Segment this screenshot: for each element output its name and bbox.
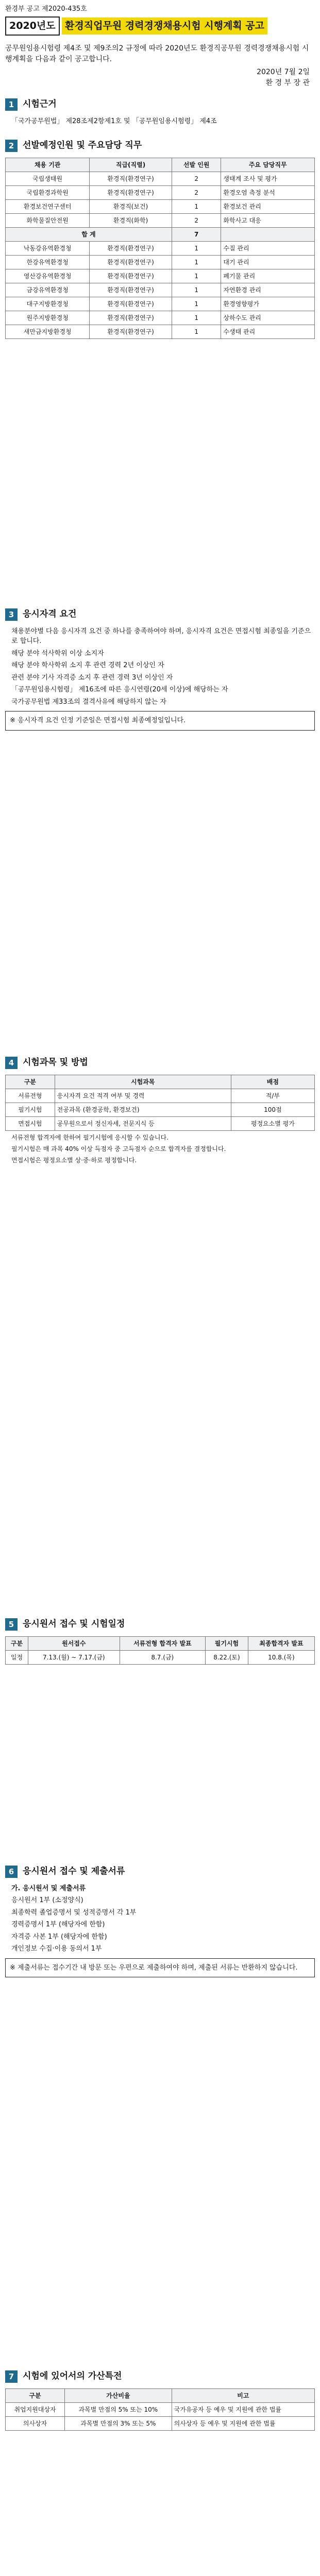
announcement-title: [5, 16, 315, 37]
section-3-number: 3: [5, 608, 18, 621]
section-3-title: 응시자격 요건: [23, 609, 77, 619]
col-subject: 시험과목: [55, 1075, 231, 1089]
col-application: 원서접수: [28, 1636, 120, 1650]
section-3: [5, 608, 315, 735]
section-6-subheading: 가. 응시원서 및 제출서류: [11, 1884, 86, 1892]
table-row: [6, 172, 315, 185]
title-main: 환경직업무원 경력경쟁채용시험 시행계획 공고: [62, 18, 267, 35]
cell-application: 7.13.(월) ~ 7.17.(금): [28, 1650, 120, 1664]
cell-grade: 환경직(보건): [90, 199, 172, 213]
section-4-note: 면접시험은 평정요소별 상·중·하로 평정합니다.: [11, 1156, 137, 1164]
intro-paragraph: 공무원임용시험령 제4조 및 제9조의2 규정에 따라 2020년도 환경직공무원 경력경쟁채용시험 시행계획을 다음과 같이 공고합니다.: [5, 44, 309, 63]
cell-grade: 환경직(환경연구): [90, 311, 172, 325]
cell-count: 1: [172, 269, 221, 283]
table-row: [6, 1089, 315, 1103]
section-2: [5, 139, 315, 339]
cell-agency: 환경보건연구센터: [6, 199, 90, 213]
title-year: 2020년도: [5, 16, 60, 36]
cell-count: 2: [172, 172, 221, 185]
cell-duty: 상하수도 관리: [221, 311, 315, 325]
cell-duty: 생태계 조사 및 평가: [221, 172, 315, 185]
cell-grade: 환경직(환경연구): [90, 255, 172, 269]
section-3-bullet: 관련 분야 기사 자격증 소지 후 관련 경력 3년 이상인 자: [11, 673, 173, 682]
cell-agency: 한강유역환경청: [6, 255, 90, 269]
cell-stage: 필기시험: [6, 1103, 55, 1116]
section-3-note-box: ※ 응시자격 요건 인정 기준일은 면접시험 최종예정일입니다.: [5, 711, 315, 731]
cell-duty: 대기 관리: [221, 255, 315, 269]
cell-duty: 수질 관리: [221, 241, 315, 255]
table-row: [6, 1116, 315, 1130]
section-2-header: [5, 139, 315, 152]
table-row: [6, 2416, 315, 2430]
cell-count: 2: [172, 185, 221, 199]
schedule-table: [5, 1636, 315, 1665]
section-6-bullet: 응시원서 1부 (소정양식): [11, 1896, 83, 1904]
cell-score: 적/부: [231, 1089, 314, 1103]
cell-subject: 응시자격 요건 적격 여부 및 경력: [55, 1089, 231, 1103]
table-row: [6, 311, 315, 325]
section-4-header: [5, 1056, 315, 1070]
cell-rate: 과목별 만점의 5% 또는 10%: [65, 2402, 172, 2416]
cell-agency: 금강유역환경청: [6, 283, 90, 297]
cell-agency: 새만금지방환경청: [6, 325, 90, 338]
subtotal-empty: [221, 227, 315, 241]
section-3-bullet: 해당 분야 석사학위 이상 소지자: [11, 649, 104, 657]
cell-count: 1: [172, 325, 221, 338]
section-5: [5, 1618, 315, 1665]
cell-subject: 공무원으로서 정신자세, 전문지식 등: [55, 1116, 231, 1130]
cell-grade: 환경직(환경연구): [90, 172, 172, 185]
announcement-number: 환경부 공고 제2020-435호: [5, 5, 87, 13]
table-row: [6, 255, 315, 269]
exam-method-table: [5, 1075, 315, 1131]
table-row: [6, 325, 315, 338]
table-row: [6, 297, 315, 311]
cell-grade: 환경직(환경연구): [90, 325, 172, 338]
cell-score: 100점: [231, 1103, 314, 1116]
section-5-title: 응시원서 접수 및 시험일정: [23, 1619, 125, 1629]
table-row: [6, 269, 315, 283]
section-6-title: 응시원서 접수 및 제출서류: [23, 1866, 125, 1876]
section-1-header: [5, 98, 315, 111]
section-5-number: 5: [5, 1618, 18, 1631]
cell-grade: 환경직(환경연구): [90, 185, 172, 199]
cell-grade: 환경직(환경연구): [90, 241, 172, 255]
table-row: [6, 2402, 315, 2416]
section-6-bullet: 경력증명서 1부 (해당자에 한함): [11, 1921, 105, 1928]
col-count: 선발 인원: [172, 158, 221, 172]
section-7-title: 시험에 있어서의 가산특전: [23, 2371, 122, 2381]
date-block: [257, 67, 310, 89]
announcement-date: 2020년 7월 2일: [257, 68, 310, 76]
cell-duty: 폐기물 관리: [221, 269, 315, 283]
cell-count: 1: [172, 311, 221, 325]
section-4-number: 4: [5, 1057, 18, 1069]
cell-final: 10.8.(목): [248, 1650, 314, 1664]
cell-agency: 화학물질안전원: [6, 213, 90, 227]
cell-duty: 환경보건 관리: [221, 199, 315, 213]
table-row: [6, 1103, 315, 1116]
cell-duty: 환경오염 측정 분석: [221, 185, 315, 199]
cell-rate: 과목별 만점의 3% 또는 5%: [65, 2416, 172, 2430]
section-6-bullet: 자격증 사본 1부 (해당자에 한함): [11, 1933, 107, 1941]
table-row: [6, 1650, 315, 1664]
col-doc-result: 서류전형 합격자 발표: [120, 1636, 206, 1650]
col-rate: 가산비율: [65, 2388, 172, 2402]
cell-agency: 국립환경과학원: [6, 185, 90, 199]
cell-count: 1: [172, 241, 221, 255]
cell-agency: 낙동강유역환경청: [6, 241, 90, 255]
col-final: 최종합격자 발표: [248, 1636, 314, 1650]
section-4-note: 필기시험은 매 과목 40% 이상 득점자 중 고득점자 순으로 합격자를 결정합니다.: [11, 1145, 226, 1153]
table-row: [6, 283, 315, 297]
cell-score: 평정요소별 평가: [231, 1116, 314, 1130]
cell-duty: 자연환경 관리: [221, 283, 315, 297]
col-score: 배점: [231, 1075, 314, 1089]
col-type: 구분: [6, 2388, 65, 2402]
col-stage: 구분: [6, 1075, 55, 1089]
section-6-bullet: 최종학력 졸업증명서 및 성적증명서 각 1부: [11, 1908, 137, 1917]
issuing-agency: 환 경 부 장 관: [265, 79, 310, 87]
section-3-header: [5, 608, 315, 621]
section-1-bullet: 「국가공무원법」 제28조제2항제1호 및 「공무원임용시험령」 제4조: [11, 117, 217, 125]
cell-grade: 환경직(환경연구): [90, 269, 172, 283]
cell-count: 1: [172, 283, 221, 297]
subtotal-row: [6, 227, 315, 241]
col-written: 필기시험: [206, 1636, 248, 1650]
cell-agency: 국립생태원: [6, 172, 90, 185]
section-5-header: [5, 1618, 315, 1631]
section-3-paragraph: 채용분야별 다음 응시자격 요건 중 하나를 충족하여야 하며, 응시자격 요건은 면접시험 최종일을 기준으로 합니다.: [11, 627, 311, 645]
section-1-number: 1: [5, 98, 18, 111]
table-row: [6, 199, 315, 213]
subtotal-value: 7: [172, 227, 221, 241]
cell-agency: 대구지방환경청: [6, 297, 90, 311]
section-1-title: 시험근거: [23, 99, 57, 109]
section-2-number: 2: [5, 140, 18, 152]
cell-count: 2: [172, 213, 221, 227]
section-4-title: 시험과목 및 방법: [23, 1057, 88, 1067]
section-6: [5, 1865, 315, 1981]
section-6-note-box: ※ 제출서류는 접수기간 내 방문 또는 우편으로 제출하여야 하며, 제출된 서류는 반환하지 않습니다.: [5, 1958, 315, 1978]
section-2-title: 선발예정인원 및 주요담당 직무: [23, 140, 142, 150]
section-4-note: 서류전형 합격자에 한하여 필기시험에 응시할 수 있습니다.: [11, 1133, 169, 1141]
table-row: [6, 241, 315, 255]
cell-written: 8.22.(토): [206, 1650, 248, 1664]
col-grade: 직급(직렬): [90, 158, 172, 172]
cell-subject: 전공과목 (환경공학, 환경보건): [55, 1103, 231, 1116]
cell-grade: 환경직(환경연구): [90, 297, 172, 311]
recruitment-table: [5, 158, 315, 339]
section-6-header: [5, 1865, 315, 1878]
cell-duty: 화학사고 대응: [221, 213, 315, 227]
section-6-bullet: 개인정보 수집·이용 동의서 1부: [11, 1945, 102, 1953]
cell-item: 일정: [6, 1650, 28, 1664]
section-6-number: 6: [5, 1866, 18, 1878]
cell-count: 1: [172, 297, 221, 311]
cell-duty: 환경영향평가: [221, 297, 315, 311]
section-3-bullet: 「공무원임용시험령」 제16조에 따른 응시연령(20세 이상)에 해당하는 자: [11, 686, 228, 693]
cell-stage: 서류전형: [6, 1089, 55, 1103]
cell-agency: 영산강유역환경청: [6, 269, 90, 283]
cell-note: 의사상자 등 예우 및 지원에 관한 법률: [172, 2416, 314, 2430]
cell-count: 1: [172, 199, 221, 213]
col-note: 비고: [172, 2388, 314, 2402]
section-3-bullet: 해당 분야 학사학위 소지 후 관련 경력 2년 이상인 자: [11, 662, 164, 669]
bonus-table: [5, 2388, 315, 2431]
cell-agency: 원주지방환경청: [6, 311, 90, 325]
section-7-header: [5, 2370, 315, 2383]
col-duty: 주요 담당직무: [221, 158, 315, 172]
cell-stage: 면접시험: [6, 1116, 55, 1130]
table-row: [6, 185, 315, 199]
section-3-bullet: 국가공무원법 제33조의 결격사유에 해당하지 않는 자: [11, 698, 166, 706]
subtotal-label: 합 계: [6, 227, 172, 241]
section-4: [5, 1056, 315, 1167]
col-item: 구분: [6, 1636, 28, 1650]
cell-doc-result: 8.7.(금): [120, 1650, 206, 1664]
cell-note: 국가유공자 등 예우 및 지원에 관한 법률: [172, 2402, 314, 2416]
cell-grade: 환경직(화학): [90, 213, 172, 227]
cell-type: 취업지원대상자: [6, 2402, 65, 2416]
cell-count: 1: [172, 255, 221, 269]
cell-duty: 수생태 관리: [221, 325, 315, 338]
table-row: [6, 213, 315, 227]
section-1: [5, 98, 315, 128]
section-7: [5, 2370, 315, 2431]
cell-type: 의사상자: [6, 2416, 65, 2430]
section-7-number: 7: [5, 2370, 18, 2383]
col-agency: 채용 기관: [6, 158, 90, 172]
cell-grade: 환경직(환경연구): [90, 283, 172, 297]
